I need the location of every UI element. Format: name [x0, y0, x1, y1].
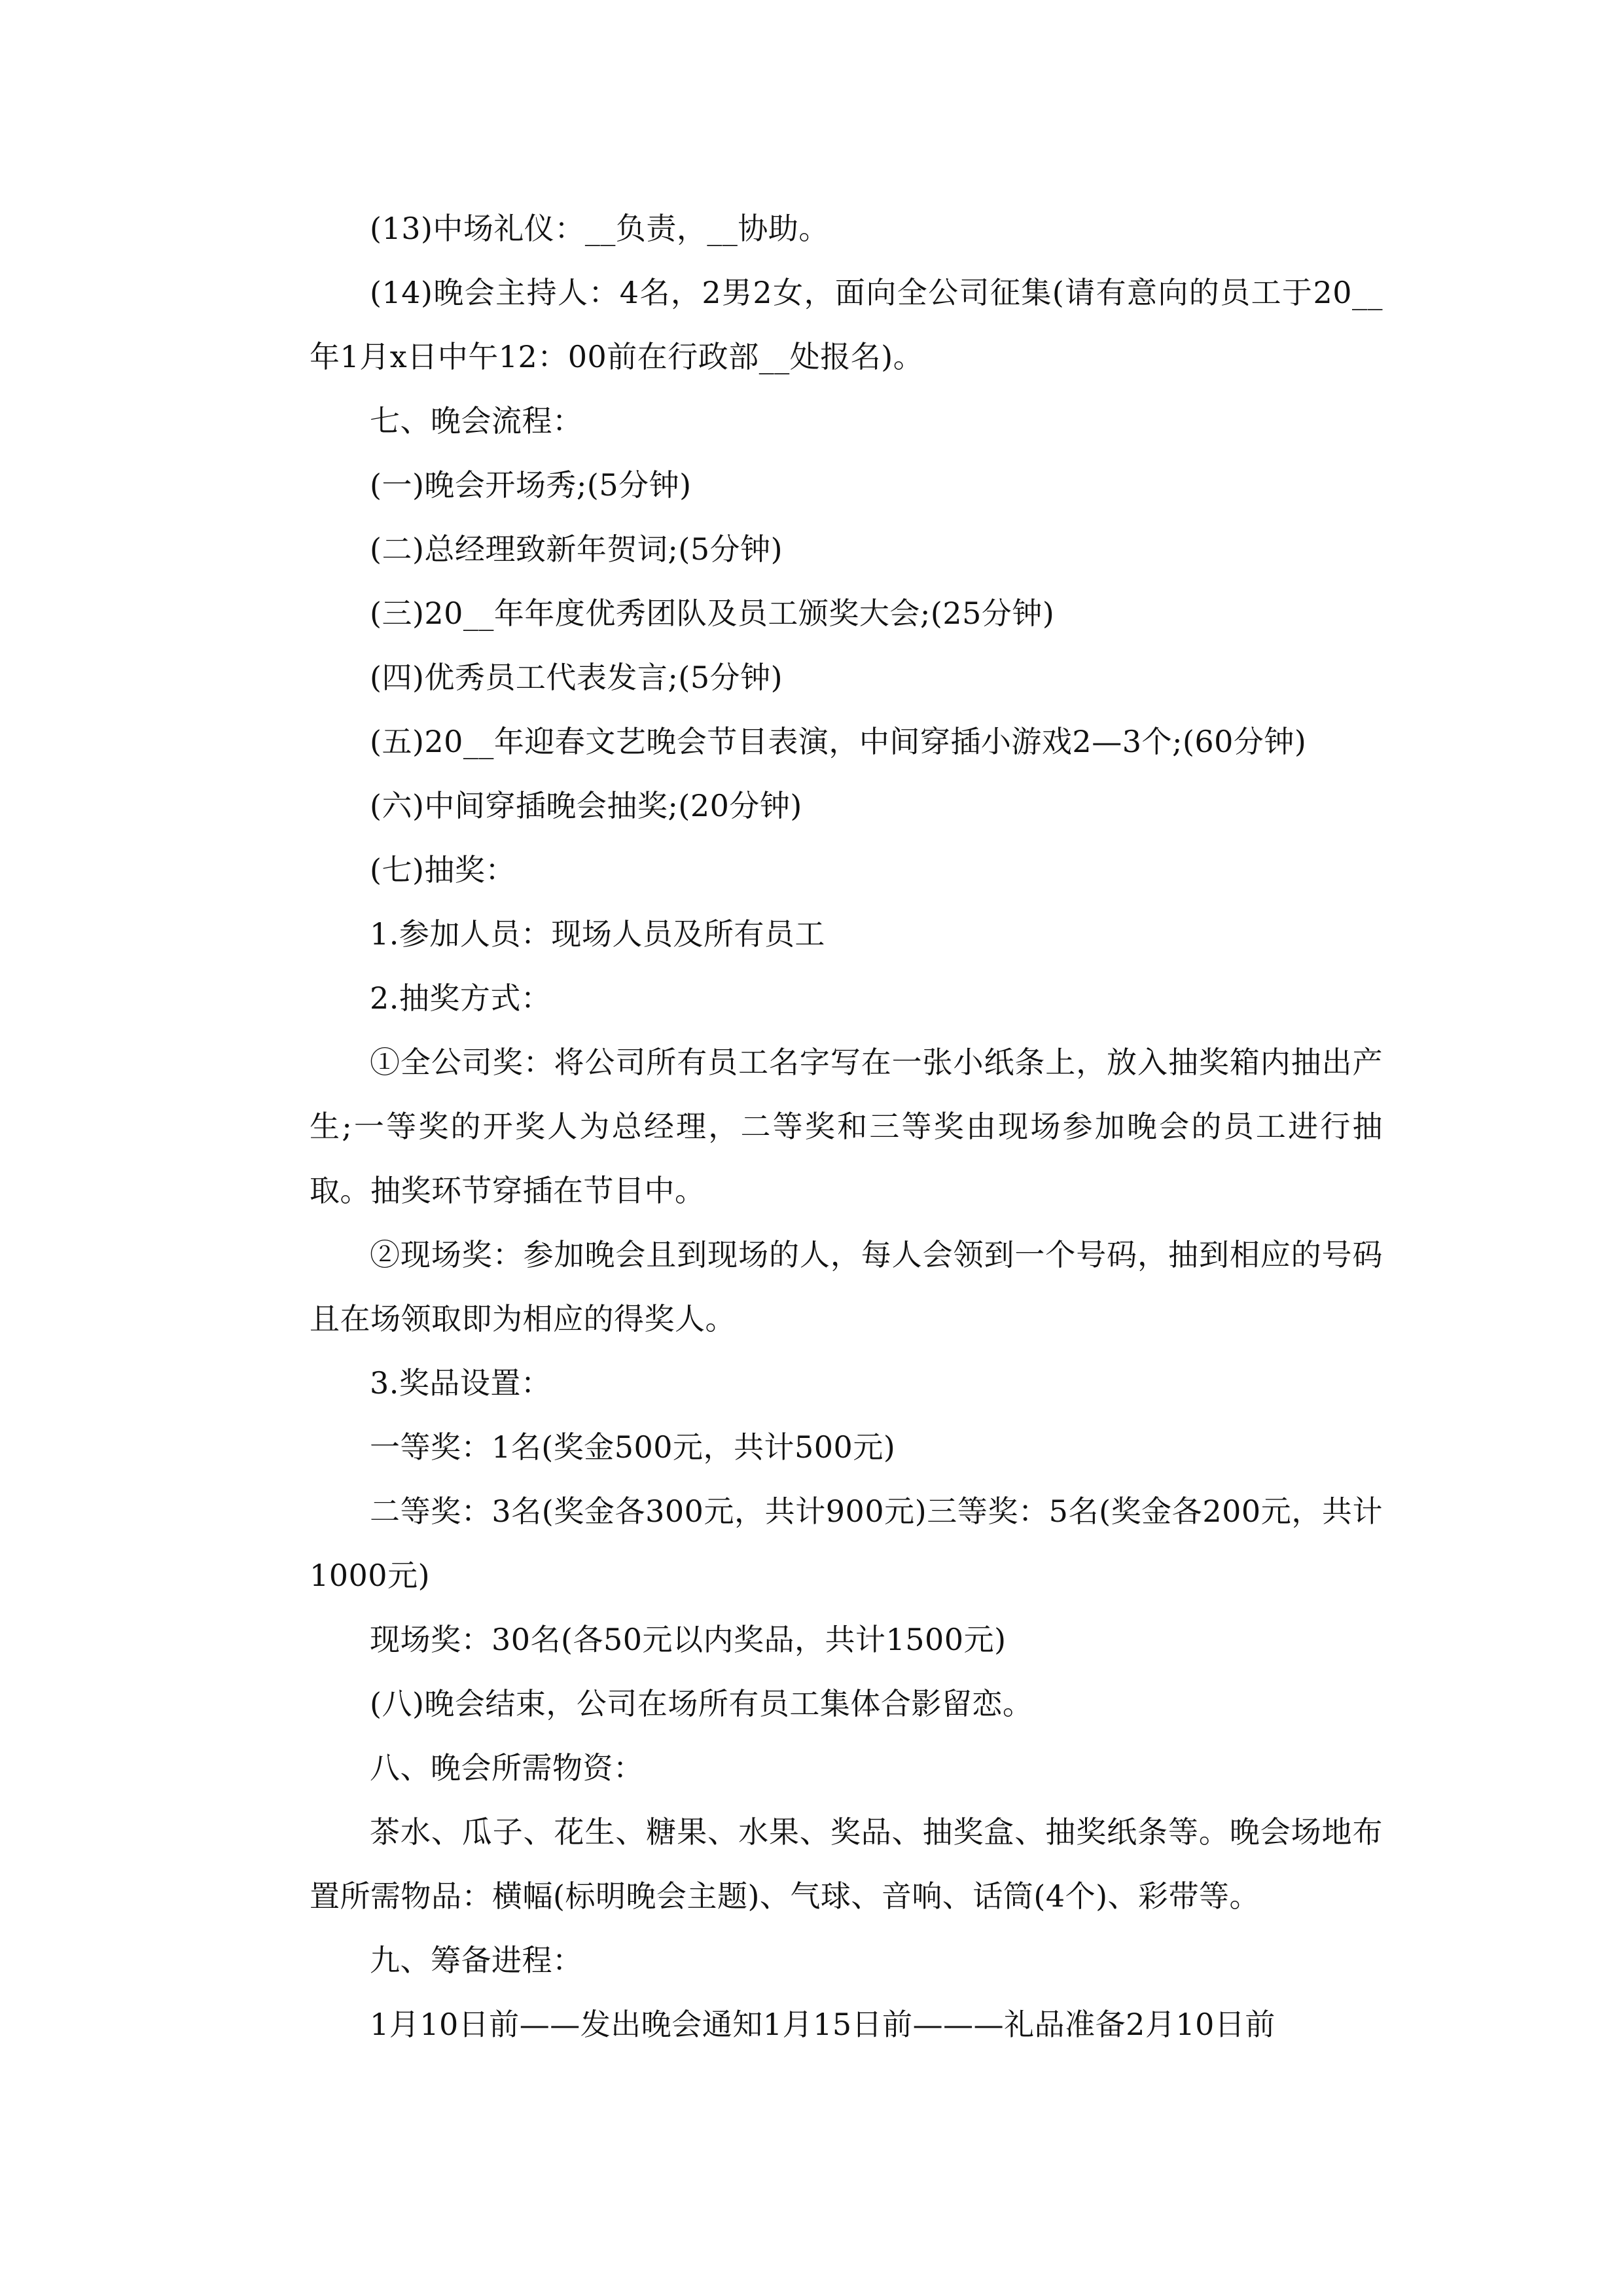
- document-body: [310, 196, 1383, 2056]
- paragraph-program-7: (七)抽奖：: [370, 852, 516, 888]
- paragraph-program-1: (一)晚会开场秀;(5分钟): [370, 467, 692, 503]
- paragraph-program-2: (二)总经理致新年贺词;(5分钟): [370, 531, 783, 567]
- section-heading-materials: 八、晚会所需物资：: [370, 1750, 644, 1785]
- section-heading-program: 七、晚会流程：: [370, 403, 583, 439]
- paragraph-company-prize: ①全公司奖：将公司所有员工名字写在一张小纸条上，放入抽奖箱内抽出产生;一等奖的开奖人为总经理，二等奖和三等奖由现场参加晚会的员工进行抽取。抽奖环节穿插在节目中。: [310, 1045, 1383, 1208]
- paragraph-program-6: (六)中间穿插晚会抽奖;(20分钟): [370, 788, 802, 823]
- paragraph-lottery-method: 2.抽奖方式：: [370, 980, 552, 1016]
- paragraph-onsite-prize-count: 现场奖：30名(各50元以内奖品，共计1500元): [370, 1622, 1007, 1657]
- paragraph-mc-etiquette: (13)中场礼仪：__负责，__协助。: [370, 211, 829, 246]
- paragraph-first-prize: 一等奖：1名(奖金500元，共计500元): [370, 1429, 896, 1465]
- paragraph-hosts: (14)晚会主持人：4名，2男2女，面向全公司征集(请有意向的员工于20__年1月x日中午12：00前在行政部__处报名)。: [310, 275, 1383, 374]
- section-heading-schedule: 九、筹备进程：: [370, 1943, 583, 1978]
- paragraph-second-third-prize: 二等奖：3名(奖金各300元，共计900元)三等奖：5名(奖金各200元，共计1000元): [310, 1494, 1383, 1593]
- paragraph-program-3: (三)20__年年度优秀团队及员工颁奖大会;(25分钟): [370, 596, 1055, 631]
- paragraph-program-4: (四)优秀员工代表发言;(5分钟): [370, 660, 783, 695]
- paragraph-materials: 茶水、瓜子、花生、糖果、水果、奖品、抽奖盒、抽奖纸条等。晚会场地布置所需物品：横幅(标明晚会主题)、气球、音响、话筒(4个)、彩带等。: [310, 1814, 1383, 1914]
- paragraph-schedule: 1月10日前——发出晚会通知1月15日前———礼品准备2月10日前: [370, 2007, 1275, 2042]
- paragraph-onsite-prize: ②现场奖：参加晚会且到现场的人，每人会领到一个号码，抽到相应的号码且在场领取即为相应的得奖人。: [310, 1237, 1383, 1336]
- paragraph-program-8: (八)晚会结束，公司在场所有员工集体合影留恋。: [370, 1686, 1033, 1721]
- paragraph-program-5: (五)20__年迎春文艺晚会节目表演，中间穿插小游戏2—3个;(60分钟): [370, 724, 1307, 759]
- paragraph-lottery-participants: 1.参加人员：现场人员及所有员工: [370, 916, 825, 952]
- paragraph-prize-settings: 3.奖品设置：: [370, 1365, 552, 1401]
